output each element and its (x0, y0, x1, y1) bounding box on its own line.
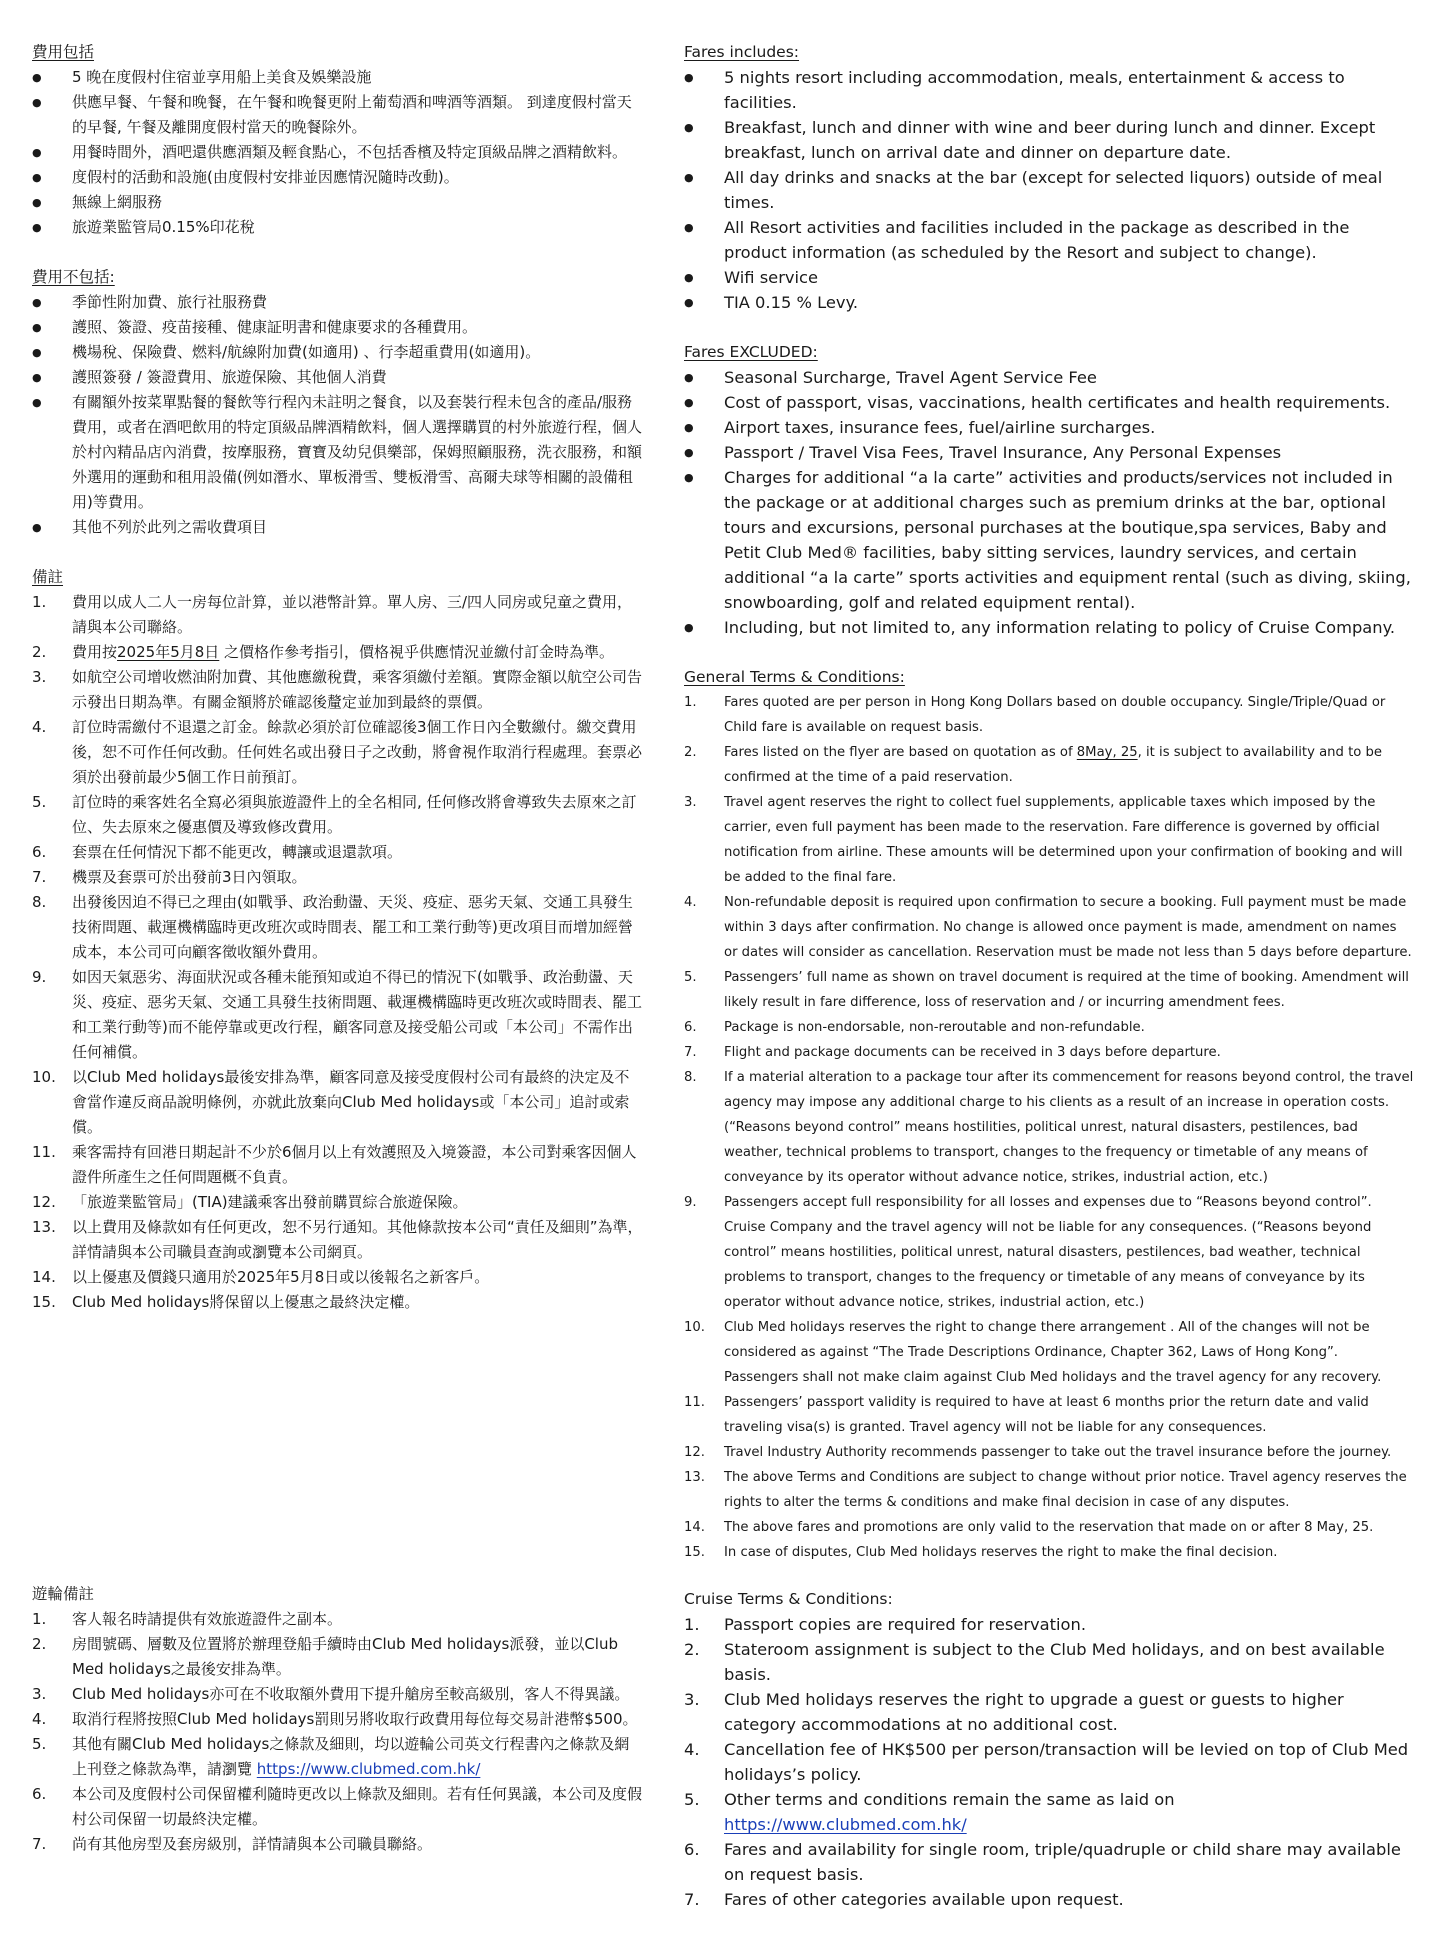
list-item: 12. Travel Industry Authority recommends passenger to take out the travel insurance before the journey. (684, 1445, 1392, 1460)
list-item: ● 護照簽發 / 簽證費用、旅遊保險、其他個人消費 (32, 365, 644, 390)
date-text: 2025年5月8日 (117, 643, 220, 661)
bullet-icon: ● (684, 446, 694, 459)
list-item: 5. 其他有關Club Med holidays之條款及細則，均以遊輪公司英文行程書內之條款及網上刊登之條款為準，請瀏覽 https://www.clubmed.com.hk/ (32, 1735, 630, 1778)
en-excludes-title: Fares EXCLUDED: (684, 343, 818, 361)
list-item: 1. Fares quoted are per person in Hong Kong Dollars based on double occupancy. Single/Triple/Quad or Child fare is available on request basis. (684, 695, 1386, 735)
zh-includes-section (32, 40, 644, 240)
list-item: ● Cost of passport, visas, vaccinations, health certificates and health requirements. (684, 390, 1414, 415)
list-item: 7. 尚有其他房型及套房級別，詳情請與本公司職員聯絡。 (32, 1835, 433, 1853)
list-item: 2. 費用按2025年5月8日 之價格作參考指引，價格視乎供應情況並繳付訂金時為準。 (32, 643, 615, 661)
zh-remarks-section (32, 565, 644, 1315)
list-item: 4. 取消行程將按照Club Med holidays罰則另將收取行政費用每位每交易計港幣$500。 (32, 1710, 638, 1728)
list-item: 8. If a material alteration to a package tour after its commencement for reasons beyond control, the travel agency may impose any additional charge to his clients as a result of an increase in operation costs. (“Reasons beyond control” means hostilities, political unrest, natural disasters, pestilences, bad weather, technical problems to transport, changes to the frequency or timetable of any means of conveyance by its operator without advance notice, strikes, industrial action, etc.) (684, 1070, 1414, 1185)
list-item: 5. Other terms and conditions remain the same as laid on https://www.clubmed.com.hk/ (684, 1790, 1175, 1834)
bullet-icon: ● (32, 396, 42, 409)
zh-cruise-section (32, 1582, 644, 1857)
bullet-icon: ● (684, 296, 694, 309)
list-item: 13. 以上費用及條款如有任何更改，恕不另行通知。其他條款按本公司“責任及細則”為準，詳情請與本公司職員查詢或瀏覽本公司網頁。 (32, 1218, 643, 1261)
zh-excludes-title: 費用不包括: (32, 268, 115, 286)
list-item: ● 無線上網服務 (32, 190, 644, 215)
list-item: ● Passport / Travel Visa Fees, Travel Insurance, Any Personal Expenses (684, 440, 1414, 465)
bullet-icon: ● (684, 271, 694, 284)
list-item: ● 季節性附加費、旅行社服務費 (32, 290, 644, 315)
list-item: ● TIA 0.15 % Levy. (684, 290, 1414, 315)
list-item: 12. 「旅遊業監管局」(TIA)建議乘客出發前購買綜合旅遊保險。 (32, 1193, 468, 1211)
zh-includes-title: 費用包括 (32, 43, 95, 61)
bullet-icon: ● (684, 121, 694, 134)
list-item: 6. 套票在任何情況下都不能更改，轉讓或退還款項。 (32, 843, 403, 861)
bullet-icon: ● (684, 371, 694, 384)
list-item: 1. Passport copies are required for reservation. (684, 1615, 1087, 1634)
en-terms-list (684, 690, 1414, 1565)
list-item: ● Wifi service (684, 265, 1414, 290)
list-item: 1. 客人報名時請提供有效旅遊證件之副本。 (32, 1610, 343, 1628)
list-item: ● 旅遊業監管局0.15%印花稅 (32, 215, 644, 240)
list-item: 9. 如因天氣惡劣、海面狀況或各種未能預知或迫不得已的情況下(如戰爭、政治動盪、天災、疫症、惡劣天氣、交通工具發生技術問題、載運機構臨時更改班次或時間表、罷工和工業行動等)而不能停靠或更改行程，顧客同意及接受船公司或「本公司」不需作出任何補償。 (32, 968, 643, 1061)
zh-cruise-list (32, 1607, 644, 1857)
list-item: 11. 乘客需持有回港日期起計不少於6個月以上有效護照及入境簽證，本公司對乘客因個人證件所產生之任何問題概不負責。 (32, 1143, 637, 1186)
list-item: ● Airport taxes, insurance fees, fuel/airline surcharges. (684, 415, 1414, 440)
en-cruise-list (684, 1612, 1414, 1912)
list-item: ● 供應早餐、午餐和晚餐，在午餐和晚餐更附上葡萄酒和啤酒等酒類。 到達度假村當天的早餐, 午餐及離開度假村當天的晚餐除外。 (32, 90, 644, 140)
list-item: 11. Passengers’ passport validity is required to have at least 6 months prior the return date and valid traveling visa(s) is granted. Travel agency will not be liable for any consequences. (684, 1395, 1369, 1435)
list-item: ● All day drinks and snacks at the bar (except for selected liquors) outside of meal times. (684, 165, 1414, 215)
en-includes-title: Fares includes: (684, 43, 800, 61)
bullet-icon: ● (32, 146, 42, 159)
list-item: 10. 以Club Med holidays最後安排為準，顧客同意及接受度假村公司有最終的決定及不會當作違反商品說明條例，亦就此放棄向Club Med holidays或「本公司」追討或索償。 (32, 1068, 630, 1136)
en-includes-list (684, 65, 1414, 315)
en-terms-title: General Terms & Conditions: (684, 668, 905, 686)
zh-cruise-title: 遊輪備註 (32, 1585, 95, 1603)
chinese-column (32, 40, 644, 1315)
list-item: 15. In case of disputes, Club Med holidays reserves the right to make the final decision. (684, 1545, 1278, 1560)
list-item: 14. The above fares and promotions are only valid to the reservation that made on or after 8 May, 25. (684, 1520, 1374, 1535)
clubmed-link[interactable]: https://www.clubmed.com.hk/ (724, 1815, 967, 1834)
zh-remarks-title: 備註 (32, 568, 64, 586)
list-item: ● All Resort activities and facilities included in the package as described in the product information (as scheduled by the Resort and subject to change). (684, 215, 1414, 265)
list-item: 13. The above Terms and Conditions are subject to change without prior notice. Travel agency reserves the rights to alter the terms & conditions and make final decision in case of any disputes. (684, 1470, 1407, 1510)
bullet-icon: ● (32, 321, 42, 334)
bullet-icon: ● (32, 171, 42, 184)
list-item: 1. 費用以成人二人一房每位計算，並以港幣計算。單人房、三/四人同房或兒童之費用，請與本公司聯絡。 (32, 593, 633, 636)
list-item: 7. 機票及套票可於出發前3日內領取。 (32, 868, 307, 886)
list-item: ● Breakfast, lunch and dinner with wine and beer during lunch and dinner. Except breakfast, lunch on arrival date and dinner on departure date. (684, 115, 1414, 165)
en-includes-section (684, 40, 1414, 315)
list-item: ● Seasonal Surcharge, Travel Agent Service Fee (684, 365, 1414, 390)
bullet-icon: ● (32, 221, 42, 234)
en-excludes-section (684, 340, 1414, 640)
zh-remarks-list (32, 590, 644, 1315)
list-item: 6. Fares and availability for single room, triple/quadruple or child share may available on request basis. (684, 1840, 1401, 1884)
list-item: 9. Passengers accept full responsibility for all losses and expenses due to “Reasons beyond control”. Cruise Company and the travel agency will not be liable for any consequences. (“Reasons beyond control” means hostilities, political unrest, natural disasters, pestilences, bad weather, technical problems to transport, changes to the frequency or timetable of any means of conveyance by its operator without advance notice, strikes, industrial action, etc.) (684, 1195, 1372, 1310)
en-cruise-section (684, 1587, 1414, 1912)
zh-excludes-list (32, 290, 644, 540)
list-item: ● 度假村的活動和設施(由度假村安排並因應情況隨時改動)。 (32, 165, 644, 190)
zh-includes-list (32, 65, 644, 240)
bullet-icon: ● (32, 346, 42, 359)
list-item: 6. Package is non-endorsable, non-reroutable and non-refundable. (684, 1020, 1145, 1035)
list-item: 10. Club Med holidays reserves the right to change there arrangement . All of the changes will not be considered as against “The Trade Descriptions Ordinance, Chapter 362, Laws of Hong Kong”. Passengers shall not make claim against Club Med holidays and the travel agency for any recovery. (684, 1320, 1382, 1385)
bullet-icon: ● (684, 71, 694, 84)
list-item: 2. Stateroom assignment is subject to the Club Med holidays, and on best available basis. (684, 1640, 1385, 1684)
list-item: ● 用餐時間外，酒吧還供應酒類及輕食點心，不包括香檳及特定頂級品牌之酒精飲料。 (32, 140, 644, 165)
list-item: 6. 本公司及度假村公司保留權利隨時更改以上條款及細則。若有任何異議，本公司及度假村公司保留一切最終決定權。 (32, 1785, 643, 1828)
list-item: ● Including, but not limited to, any information relating to policy of Cruise Company. (684, 615, 1414, 640)
list-item: 3. Club Med holidays reserves the right to upgrade a guest or guests to higher category accommodations at no additional cost. (684, 1690, 1344, 1734)
list-item: ● 有關額外按菜單點餐的餐飲等行程內未註明之餐食，以及套裝行程未包含的產品/服務費用，或者在酒吧飲用的特定頂級品牌酒精飲料，個人選擇購買的村外旅遊行程，個人於村內精品店內消費，按摩服務，寶寶及幼兒俱樂部，保姆照顧服務，洗衣服務，和額外選用的運動和租用設備(例如潛水、單板滑雪、雙板滑雪、高爾夫球等相關的設備租用)等費用。 (32, 390, 644, 515)
list-item: 8. 出發後因迫不得已之理由(如戰爭、政治動盪、天災、疫症、惡劣天氣、交通工具發生技術問題、載運機構臨時更改班次或時間表、罷工和工業行動等)更改項目而增加經營成本，本公司可向顧客徵收額外費用。 (32, 893, 633, 961)
bullet-icon: ● (32, 196, 42, 209)
list-item: 3. Travel agent reserves the right to collect fuel supplements, applicable taxes which imposed by the carrier, even full payment has been made to the reservation. Fare difference is governed by official notification from airline. These amounts will be determined upon your confirmation of booking and will be added to the final fare. (684, 795, 1403, 885)
bullet-icon: ● (684, 471, 694, 484)
bullet-icon: ● (32, 96, 42, 109)
list-item: 14. 以上優惠及價錢只適用於2025年5月8日或以後報名之新客戶。 (32, 1268, 490, 1286)
bullet-icon: ● (684, 421, 694, 434)
list-item: 5. Passengers’ full name as shown on travel document is required at the time of booking. Amendment will likely result in fare difference, loss of reservation and / or incurring amendment fees. (684, 970, 1409, 1010)
list-item: 4. 訂位時需繳付不退還之訂金。餘款必須於訂位確認後3個工作日內全數繳付。繳交費用後，恕不可作任何改動。任何姓名或出發日子之改動，將會視作取消行程處理。套票必須於出發前最少5個工作日前預訂。 (32, 718, 643, 786)
list-item: ● 護照、簽證、疫苗接種、健康証明書和健康要求的各種費用。 (32, 315, 644, 340)
list-item: 4. Cancellation fee of HK$500 per person/transaction will be levied on top of Club Med holidays’s policy. (684, 1740, 1409, 1784)
en-cruise-title: Cruise Terms & Conditions: (684, 1590, 893, 1608)
bullet-icon: ● (32, 371, 42, 384)
list-item: 2. Fares listed on the flyer are based on quotation as of 8May, 25, it is subject to availability and to be confirmed at the time of a paid reservation. (684, 745, 1383, 785)
list-item: 7. Flight and package documents can be received in 3 days before departure. (684, 1045, 1221, 1060)
list-item: ● 5 nights resort including accommodation, meals, entertainment & access to facilities. (684, 65, 1414, 115)
list-item: 15. Club Med holidays將保留以上優惠之最終決定權。 (32, 1293, 420, 1311)
bullet-icon: ● (32, 296, 42, 309)
list-item: 3. 如航空公司增收燃油附加費、其他應繳稅費，乘客須繳付差額。實際金額以航空公司告示發出日期為準。有關金額將於確認後釐定並加到最終的票價。 (32, 668, 643, 711)
list-item: ● 機場稅、保險費、燃料/航線附加費(如適用) 、行李超重費用(如適用)。 (32, 340, 644, 365)
list-item: 5. 訂位時的乘客姓名全寫必須與旅遊證件上的全名相同, 任何修改將會導致失去原來之訂位、失去原來之優惠價及導致修改費用。 (32, 793, 637, 836)
clubmed-link[interactable]: https://www.clubmed.com.hk/ (256, 1760, 481, 1778)
en-excludes-list (684, 365, 1414, 640)
list-item: 2. 房間號碼、層數及位置將於辦理登船手續時由Club Med holidays派發，並以Club Med holidays之最後安排為準。 (32, 1635, 618, 1678)
list-item: ● 其他不列於此列之需收費項目 (32, 515, 644, 540)
list-item: 3. Club Med holidays亦可在不收取額外費用下提升艙房至較高級別，客人不得異議。 (32, 1685, 630, 1703)
list-item: 7. Fares of other categories available upon request. (684, 1890, 1124, 1909)
bullet-icon: ● (684, 171, 694, 184)
en-terms-section (684, 665, 1414, 1565)
bullet-icon: ● (684, 621, 694, 634)
bullet-icon: ● (684, 221, 694, 234)
zh-excludes-section (32, 265, 644, 540)
bullet-icon: ● (32, 71, 42, 84)
date-text: 8May, 25 (1076, 745, 1138, 760)
english-column (684, 40, 1414, 1912)
list-item: 4. Non-refundable deposit is required upon confirmation to secure a booking. Full payment must be made within 3 days after confirmation. No change is allowed once payment is made, amendment on names or dates will consider as cancellation. Reservation must be made not less than 5 days before departure. (684, 895, 1412, 960)
list-item: ● Charges for additional “a la carte” activities and products/services not included in the package or at additional charges such as premium drinks at the bar, optional tours and excursions, personal purchases at the boutique,spa services, Baby and Petit Club Med® facilities, baby sitting services, laundry services, and certain additional “a la carte” sports activities and equipment rental (such as diving, skiing, snowboarding, golf and related equipment rental). (684, 465, 1414, 615)
list-item: ● 5 晚在度假村住宿並享用船上美食及娛樂設施 (32, 65, 644, 90)
bullet-icon: ● (684, 396, 694, 409)
bullet-icon: ● (32, 521, 42, 534)
